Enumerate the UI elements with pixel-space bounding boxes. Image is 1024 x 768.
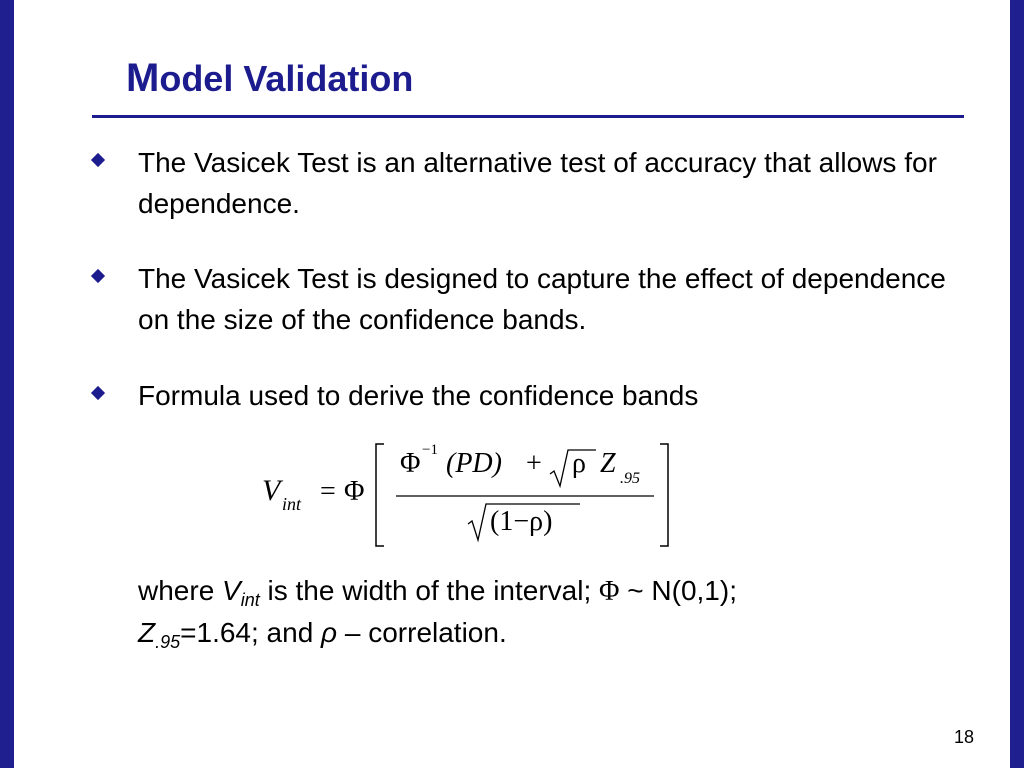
formula-lhs-sub: int [282, 494, 302, 514]
right-bracket [660, 444, 668, 546]
slide [14, 0, 1010, 768]
where-text-4: =1.64; and [180, 617, 322, 648]
where-text-2: is the width of the interval; [259, 575, 600, 606]
formula-num-phi: Φ [400, 448, 421, 479]
formula-z-sub: .95 [620, 470, 640, 487]
where-text-3: ~ N(0,1); [619, 575, 737, 606]
diamond-bullet-icon [91, 269, 105, 283]
title-initial: M [126, 56, 160, 100]
formula-denominator: (1−ρ) [490, 506, 553, 537]
where-z-sub: .95 [155, 632, 181, 652]
formula-num-rho: ρ [572, 448, 586, 479]
formula-num-sup: −1 [422, 442, 438, 458]
formula-z: Z [600, 448, 616, 479]
bullet-text-3: Formula used to derive the confidence bands [138, 380, 699, 411]
formula-num-arg: (PD) [446, 448, 502, 479]
formula-equals: = [320, 476, 336, 507]
where-v-sub: int [240, 590, 260, 610]
where-text-5: – correlation. [337, 617, 507, 648]
vasicek-formula [250, 436, 690, 554]
bullet-text-2: The Vasicek Test is designed to capture the effect of dependence on the size of the confidence bands. [138, 263, 946, 335]
diamond-bullet-icon [91, 386, 105, 400]
where-z: Z [138, 617, 156, 648]
where-rho: ρ [321, 617, 338, 648]
formula-plus: + [526, 448, 542, 479]
formula-lhs-v: V [262, 474, 281, 507]
slide-title [126, 56, 413, 101]
diamond-bullet-icon [91, 153, 105, 167]
left-bracket [376, 444, 384, 546]
title-rest: odel Validation [159, 58, 414, 99]
bullet-text-1: The Vasicek Test is an alternative test of accuracy that allows for dependence. [138, 147, 937, 219]
where-explanation [138, 570, 978, 653]
formula-phi: Φ [344, 476, 365, 507]
where-text-1: where [138, 575, 223, 606]
where-phi: Φ [599, 576, 620, 607]
title-underline [92, 115, 964, 118]
where-v: V [222, 575, 241, 606]
page-number: 18 [953, 727, 974, 747]
